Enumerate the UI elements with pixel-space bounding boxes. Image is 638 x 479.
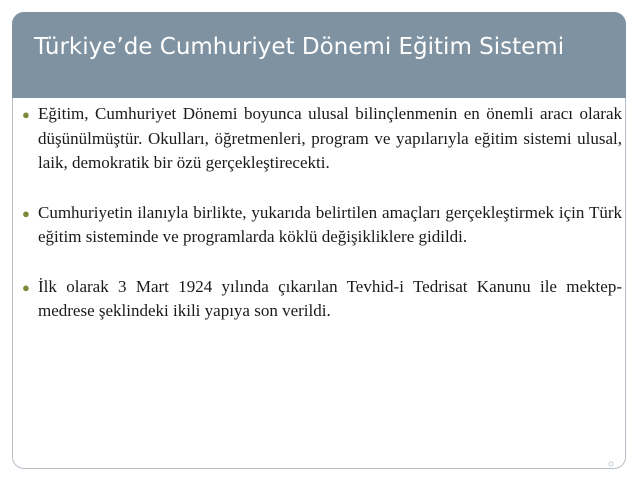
title-band — [12, 12, 626, 98]
bullet-text: Eğitim, Cumhuriyet Dönemi boyunca ulusal bilinçlenmenin en önemli aracı olarak düşünülmüştür. Okulları, öğretmenleri, program ve yapılarıyla eğitim sistemi ulusal, laik, demokratik bir özü gerçekleştirecekti. — [38, 104, 622, 172]
bullet-item — [22, 201, 622, 250]
bullet-marker-icon: ● — [22, 205, 30, 221]
slide-title: Türkiye’de Cumhuriyet Dönemi Eğitim Sistemi — [34, 34, 565, 60]
bullet-text: Cumhuriyetin ilanıyla birlikte, yukarıda belirtilen amaçları gerçekleştirmek için Türk eğitim sisteminde ve programlarda köklü değişikliklere gidildi. — [38, 202, 622, 246]
bullet-marker-icon: ● — [22, 279, 30, 295]
bullet-item — [22, 102, 622, 176]
bullet-item — [22, 275, 622, 324]
bullet-marker-icon: ● — [22, 107, 30, 122]
slide-content — [22, 102, 622, 349]
bullet-text: İlk olarak 3 Mart 1924 yılında çıkarılan Tevhid-i Tedrisat Kanunu ile mektep-medrese şeklindeki ikili yapıya son verildi. — [38, 276, 622, 320]
corner-mark-icon — [608, 461, 614, 467]
